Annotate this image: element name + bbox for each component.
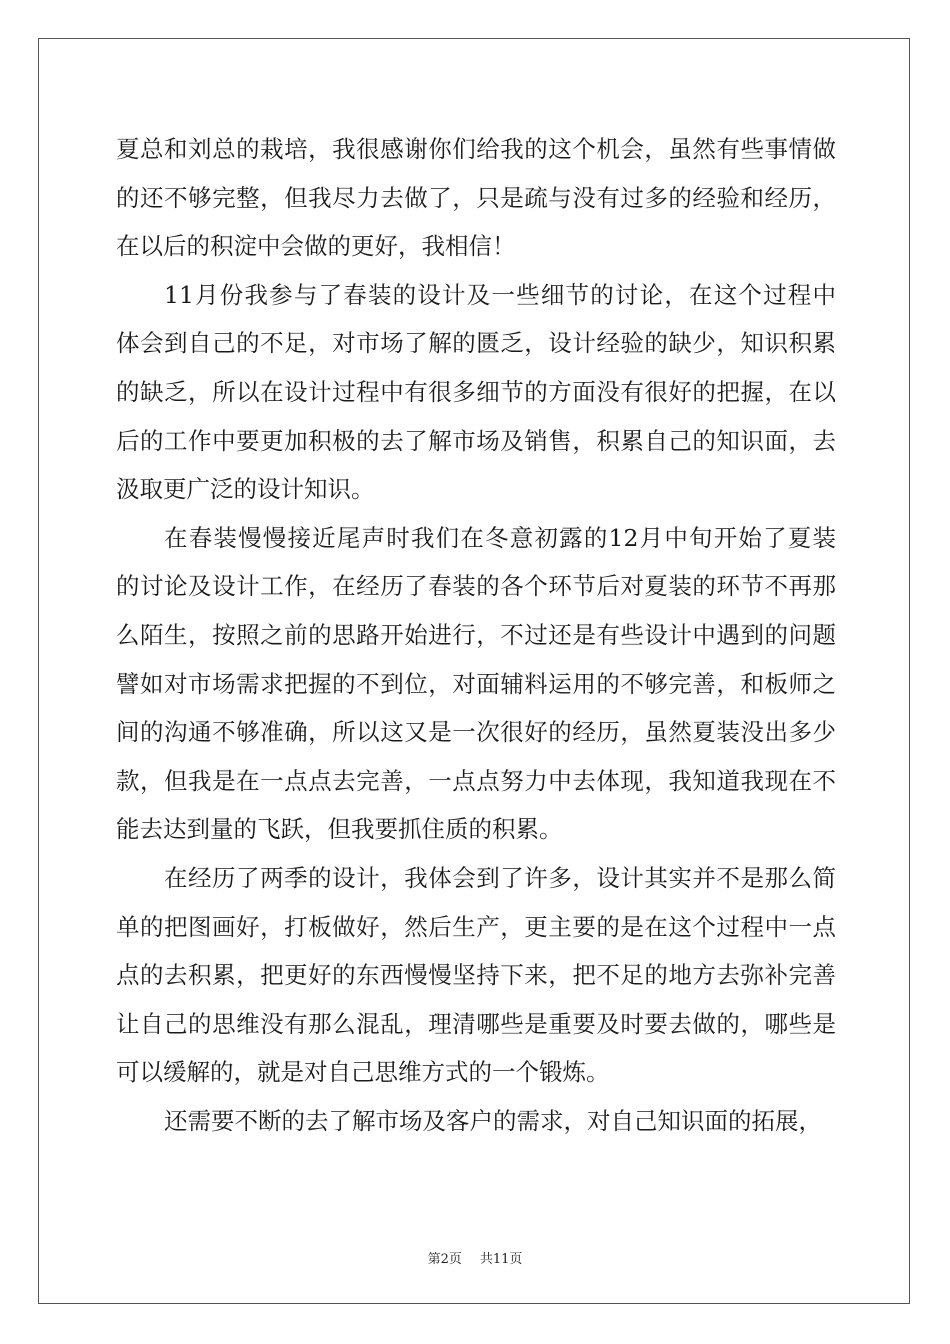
text-line: 后的工作中要更加积极的去了解市场及销售，积累自己的知识面，去: [116, 426, 836, 455]
page-footer: [0, 1248, 950, 1267]
page-number: 第2页: [427, 1252, 462, 1267]
text-line: 在春装慢慢接近尾声时我们在冬意初露的12月中旬开始了夏装: [164, 523, 836, 552]
paragraph: [116, 514, 836, 854]
text-line: 可以缓解的，就是对自己思维方式的一个锻炼。: [116, 1058, 610, 1087]
document-body: [116, 125, 836, 1145]
paragraph: [116, 1097, 836, 1146]
text-line: 间的沟通不够准确，所以这又是一次很好的经历，虽然夏装没出多少: [116, 718, 836, 747]
text-line: 的缺乏，所以在设计过程中有很多细节的方面没有很好的把握，在以: [116, 377, 836, 406]
paragraph: [116, 854, 836, 1097]
text-line: 单的把图画好，打板做好，然后生产，更主要的是在这个过程中一点: [116, 912, 836, 941]
text-line: 款，但我是在一点点去完善，一点点努力中去体现，我知道我现在不: [116, 766, 836, 795]
text-line: 点的去积累，把更好的东西慢慢坚持下来，把不足的地方去弥补完善: [116, 961, 836, 990]
text-line: 能去达到量的飞跃，但我要抓住质的积累。: [116, 815, 563, 844]
text-line: 汲取更广泛的设计知识。: [116, 475, 375, 504]
text-line: 让自己的思维没有那么混乱，理清哪些是重要及时要去做的，哪些是: [116, 1009, 836, 1038]
paragraph: [116, 271, 836, 514]
text-line: 的还不够完整，但我尽力去做了，只是疏与没有过多的经验和经历，: [116, 183, 836, 212]
text-line: 在经历了两季的设计，我体会到了许多，设计其实并不是那么简: [164, 863, 836, 892]
text-line: 还需要不断的去了解市场及客户的需求，对自己知识面的拓展，: [164, 1106, 822, 1135]
text-line: 夏总和刘总的栽培，我很感谢你们给我的这个机会，虽然有些事情做: [116, 135, 836, 163]
text-line: 11月份我参与了春装的设计及一些细节的讨论，在这个过程中: [164, 280, 836, 309]
text-line: 的讨论及设计工作，在经历了春装的各个环节后对夏装的环节不再那: [116, 572, 836, 601]
paragraph: [116, 125, 836, 271]
text-line: 在以后的积淀中会做的更好，我相信！: [116, 232, 516, 261]
text-line: 譬如对市场需求把握的不到位，对面辅料运用的不够完善，和板师之: [116, 669, 836, 698]
page-total: 共11页: [479, 1252, 523, 1267]
text-line: 体会到自己的不足，对市场了解的匮乏，设计经验的缺少，知识积累: [116, 329, 836, 358]
text-line: 么陌生，按照之前的思路开始进行，不过还是有些设计中遇到的问题: [116, 620, 836, 649]
